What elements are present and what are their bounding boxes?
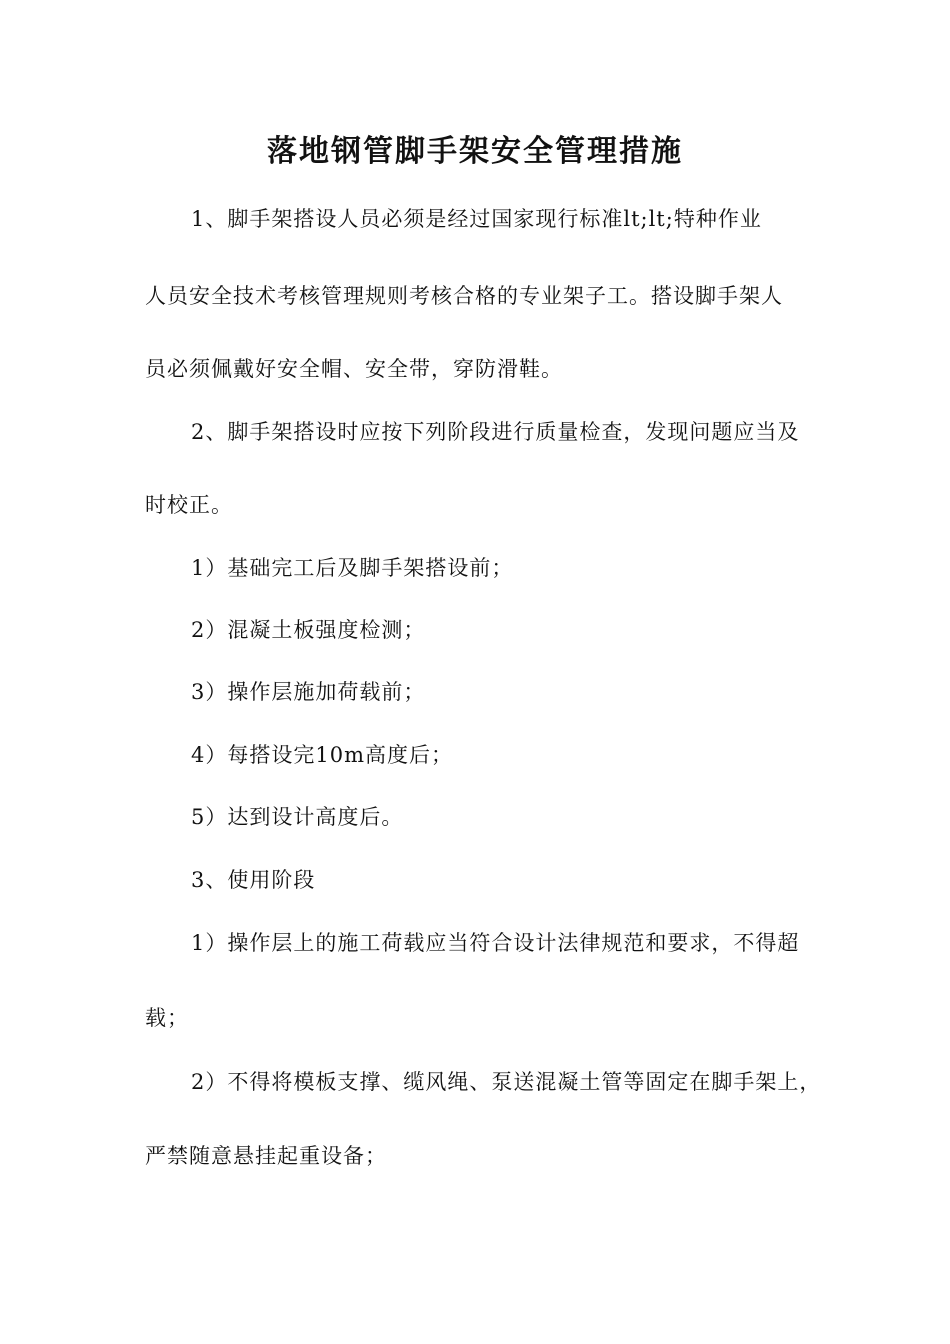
list-item: 2）混凝土板强度检测； xyxy=(191,618,426,642)
paragraph-line: 1）操作层上的施工荷载应当符合设计法律规范和要求，不得超 xyxy=(191,931,800,955)
paragraph-line: 严禁随意悬挂起重设备； xyxy=(145,1144,387,1168)
list-item: 4）每搭设完10m高度后； xyxy=(191,743,453,767)
list-item: 5）达到设计高度后。 xyxy=(191,805,404,829)
paragraph-line: 人员安全技术考核管理规则考核合格的专业架子工。搭设脚手架人 xyxy=(145,284,783,308)
document-title: 落地钢管脚手架安全管理措施 xyxy=(267,134,683,169)
paragraph-line: 1、脚手架搭设人员必须是经过国家现行标准lt;lt;特种作业 xyxy=(191,207,762,231)
paragraph-line: 时校正。 xyxy=(145,493,233,517)
section-heading: 3、使用阶段 xyxy=(191,868,316,892)
paragraph-line: 载； xyxy=(145,1006,189,1030)
paragraph-line: 2）不得将模板支撑、缆风绳、泵送混凝土管等固定在脚手架上， xyxy=(191,1070,822,1094)
paragraph-line: 2、脚手架搭设时应按下列阶段进行质量检查，发现问题应当及 xyxy=(191,420,800,444)
paragraph-line: 员必须佩戴好安全帽、安全带，穿防滑鞋。 xyxy=(145,357,563,381)
list-item: 3）操作层施加荷载前； xyxy=(191,680,426,704)
list-item: 1）基础完工后及脚手架搭设前； xyxy=(191,556,514,580)
